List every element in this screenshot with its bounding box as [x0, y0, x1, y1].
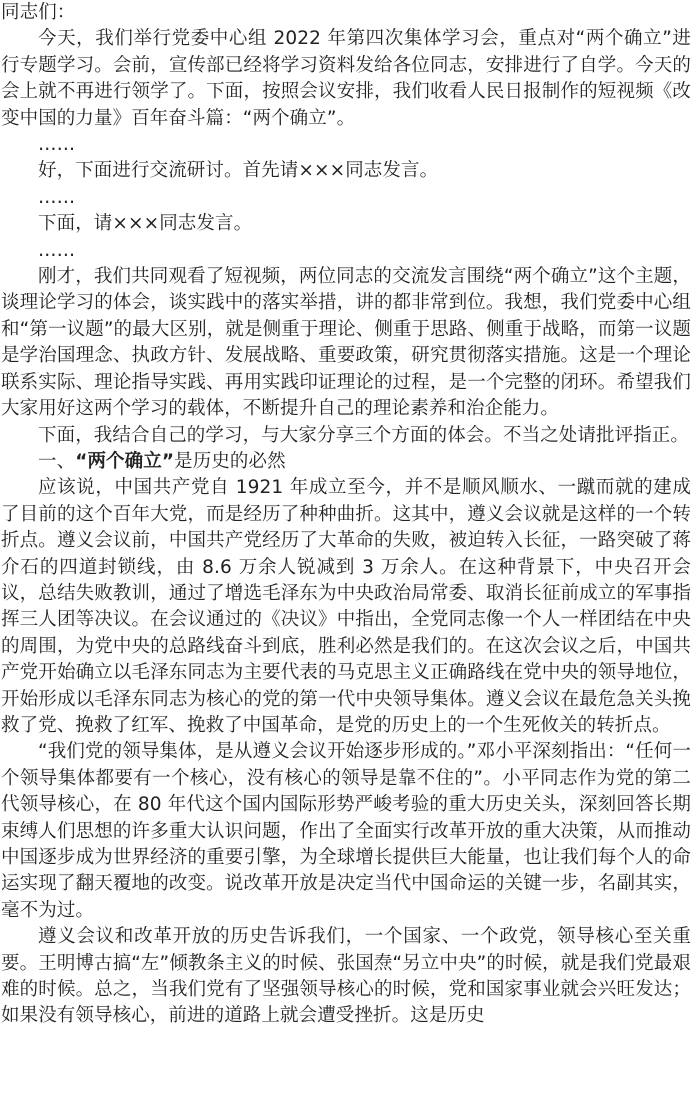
paragraph-intro: 今天，我们举行党委中心组 2022 年第四次集体学习会，重点对“两个确立”进行专题学习。会前，宣传部已经将学习资料发给各位同志，安排进行了自学。今天的会上就不再进行领学了。下面，按照会议安排，我们收看人民日报制作的短视频《改变中国的力量》百年奋斗篇：“两个确立”。 — [1, 28, 691, 129]
heading-quoted: “两个确立” — [75, 450, 175, 472]
paragraph-discussion: 好，下面进行交流研讨。首先请×××同志发言。 — [38, 160, 439, 182]
paragraph-deng: “我们党的领导集体，是从遵义会议开始逐步形成的。”邓小平深刻指出：“任何一个领导集体都要有一个核心，没有核心的领导是靠不住的”。小平同志作为党的第二代领导核心，在 80 年代这个国内国际形势严峻考验的重大历史关头，深刻回答长期束缚人们思想的许多重大认识问题，作出了全面实行改革开放的重大决策，从而推动中国逐步成为世界经济的重要引擎，为全球增长提供巨大能量，也让我们每个人的命运实现了翻天覆地的改变。说改革开放是决定当代中国命运的关键一步，名副其实，毫不为过。 — [1, 741, 691, 921]
salutation: 同志们： — [1, 2, 76, 23]
ellipsis-1: …… — [38, 134, 76, 156]
heading-prefix: 一、 — [38, 450, 76, 472]
paragraph-share: 下面，我结合自己的学习，与大家分享三个方面的体会。不当之处请批评指正。 — [38, 424, 690, 446]
paragraph-zunyi: 应该说，中国共产党自 1921 年成立至今，并不是顺风顺水、一蹴而就的建成了目前的这个百年大党，而是经历了种种曲折。这其中，遵义会议就是这样的一个转折点。遵义会议前，中国共产党经历了大革命的失败，被迫转入长征，一路突破了蒋介石的四道封锁线，由 8.6 万余人锐减到 3 万余人。在这种背景下，中央召开会议，总结失败教训，通过了增选毛泽东为中央政治局常委、取消长征前成立的军事指挥三人团等决议。在会议通过的《决议》中指出，全党同志像一个人一样团结在中央的周围，为党中央的总路线奋斗到底，胜利必然是我们的。在这次会议之后，中国共产党开始确立以毛泽东同志为主要代表的马克思主义正确路线在党中央的领导地位，开始形成以毛泽东同志为核心的党的第一代中央领导集体。遵义会议在最危急关头挽救了党、挽救了红军、挽救了中国革命，是党的历史上的一个生死攸关的转折点。 — [1, 477, 691, 736]
document-body — [1, 0, 691, 1030]
ellipsis-2: …… — [38, 186, 76, 208]
section-heading — [1, 449, 691, 475]
paragraph-history: 遵义会议和改革开放的历史告诉我们，一个国家、一个政党，领导核心至关重要。王明博古搞“左”倾教条主义的时候、张国焘“另立中央”的时候，就是我们党最艰难的时候。总之，当我们党有了坚强领导核心的时候，党和国家事业就会兴旺发达；如果没有领导核心，前进的道路上就会遭受挫折。这是历史 — [1, 926, 691, 1027]
ellipsis-3: …… — [38, 239, 76, 261]
paragraph-summary: 刚才，我们共同观看了短视频，两位同志的交流发言围绕“两个确立”这个主题，谈理论学习的体会，谈实践中的落实举措，讲的都非常到位。我想，我们党委中心组和“第一议题”的最大区别，就是侧重于理论、侧重于思路、侧重于战略，而第一议题是学治国理念、执政方针、发展战略、重要政策，研究贯彻落实措施。这是一个理论联系实际、理论指导实践、再用实践印证理论的过程，是一个完整的闭环。希望我们大家用好这两个学习的载体，不断提升自己的理论素养和治企能力。 — [1, 266, 691, 420]
heading-suffix: 是历史的必然 — [174, 450, 286, 472]
paragraph-next-speaker: 下面，请×××同志发言。 — [38, 213, 253, 235]
